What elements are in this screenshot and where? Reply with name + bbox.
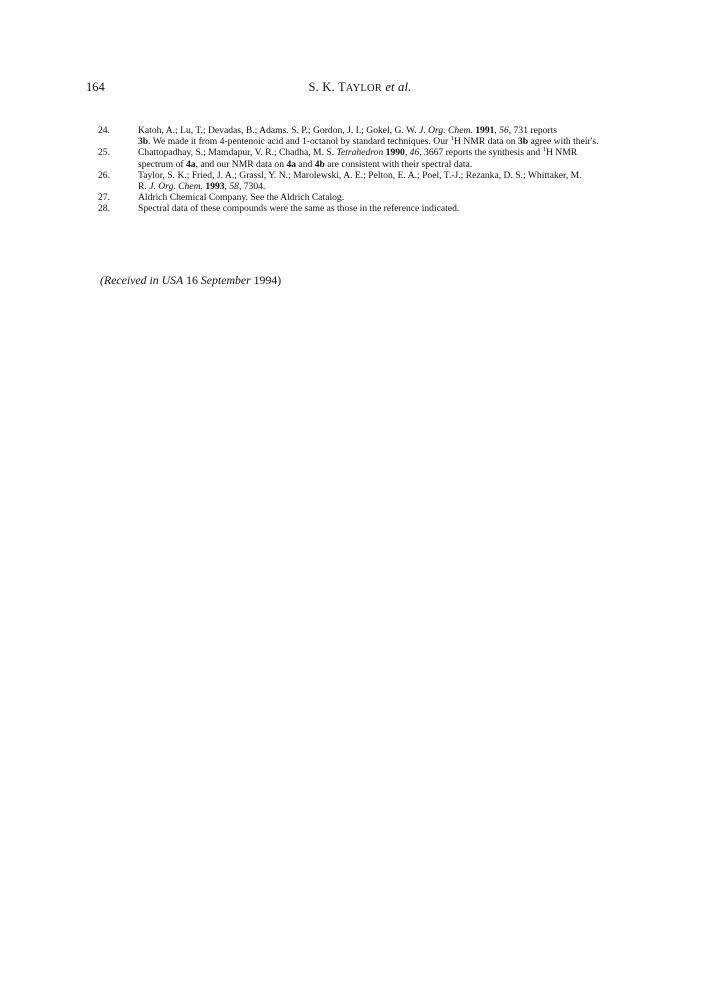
reference-list: [98, 125, 658, 215]
paren: (: [100, 273, 104, 287]
text: H NMR: [545, 147, 578, 159]
text: R.: [138, 181, 150, 193]
reference-line: Taylor, S. K.; Fried, J. A.; Grassl, Y. N.; Marolewski, A. E.; Pelton, E. A.; Poel, T.-J.; Rezanka, D. S.; Whittaker, M.: [138, 169, 582, 181]
text: , and our NMR data on: [195, 158, 287, 170]
journal-year: 1991: [475, 125, 495, 136]
reference-25: [98, 147, 658, 169]
journal-title: J. Org. Chem.: [419, 125, 473, 136]
text: spectrum of: [138, 158, 186, 170]
journal-title: J. Org. Chem.: [149, 181, 203, 193]
reference-line: Spectral data of these compounds were the same as those in the reference indicated.: [138, 203, 460, 215]
paren: ): [277, 273, 282, 287]
reference-number: 28.: [98, 203, 110, 215]
reference-line: [138, 136, 658, 147]
reference-body: [138, 125, 658, 147]
text: Chattopadhay, S.; Mamdapur, V. R.; Chadha, M. S.: [138, 147, 337, 159]
running-head-etal: et al.: [385, 80, 412, 94]
compound-label: 3b: [517, 136, 529, 148]
text: , 731 reports: [508, 125, 558, 136]
reference-number: 27.: [98, 192, 110, 204]
journal-title: Tetrahedron: [336, 147, 384, 159]
running-head-smallcaps: AYLOR: [345, 83, 382, 94]
compound-label: 4b: [314, 158, 325, 170]
text: . We made it from 4-pentenoic acid and 1-octanol by standard techniques. Our: [148, 136, 451, 148]
reference-body: [138, 170, 658, 192]
page-number: 164: [86, 80, 105, 94]
reference-27: [98, 192, 658, 203]
text: , 3667 reports the synthesis and: [419, 147, 543, 159]
running-head: [0, 80, 720, 95]
received-date: [100, 273, 281, 288]
journal-volume: 56: [499, 125, 509, 136]
reference-number: 24.: [98, 125, 110, 136]
reference-line: Katoh, A.; Lu, T.; Devadas, B.; Adams. S. P.; Gordon, J. I.; Gokel, G. W. J. Org. Chem. 1991, 56, 731 reports: [138, 125, 558, 136]
reference-26: [98, 170, 658, 192]
reference-line: Aldrich Chemical Company. See the Aldrich Catalog.: [138, 192, 345, 204]
received-month: September: [200, 273, 251, 287]
received-label: Received in USA: [103, 273, 184, 287]
text: are consistent with their spectral data.: [324, 158, 473, 170]
journal-volume: 46: [409, 147, 420, 159]
reference-line: R. J. Org. Chem. 1993, 58, 7304.: [138, 181, 266, 193]
received-day: 16: [183, 273, 201, 287]
reference-24: [98, 125, 658, 147]
reference-line: Chattopadhay, S.; Mamdapur, V. R.; Chadha, M. S. Tetrahedron 1990, 46, 3667 reports the synthesis and $^1$H NMR: [138, 146, 578, 159]
text: Katoh, A.; Lu, T.; Devadas, B.; Adams. S. P.; Gordon, J. I.; Gokel, G. W.: [138, 125, 420, 136]
reference-number: 26.: [98, 169, 110, 181]
compound-label: 3b: [138, 136, 149, 148]
superscript: 1: [450, 135, 454, 143]
superscript: 1: [542, 146, 546, 154]
text: agree with their's.: [528, 136, 599, 148]
journal-year: 1993: [205, 181, 225, 193]
reference-number: 25.: [98, 147, 110, 159]
received-year: 1994: [250, 273, 278, 287]
reference-line: [138, 159, 658, 170]
text: H NMR data on: [454, 136, 518, 148]
running-head-initials: S. K. T: [308, 80, 346, 94]
reference-28: [98, 203, 658, 214]
compound-label: 4a: [185, 158, 196, 170]
reference-body: [138, 203, 658, 214]
journal-year: 1990: [385, 147, 405, 159]
text: and: [296, 158, 315, 170]
journal-volume: 58: [229, 181, 239, 193]
text: , 7304.: [238, 181, 266, 193]
compound-label: 4a: [286, 158, 297, 170]
reference-body: [138, 147, 658, 169]
reference-body: [138, 192, 658, 203]
